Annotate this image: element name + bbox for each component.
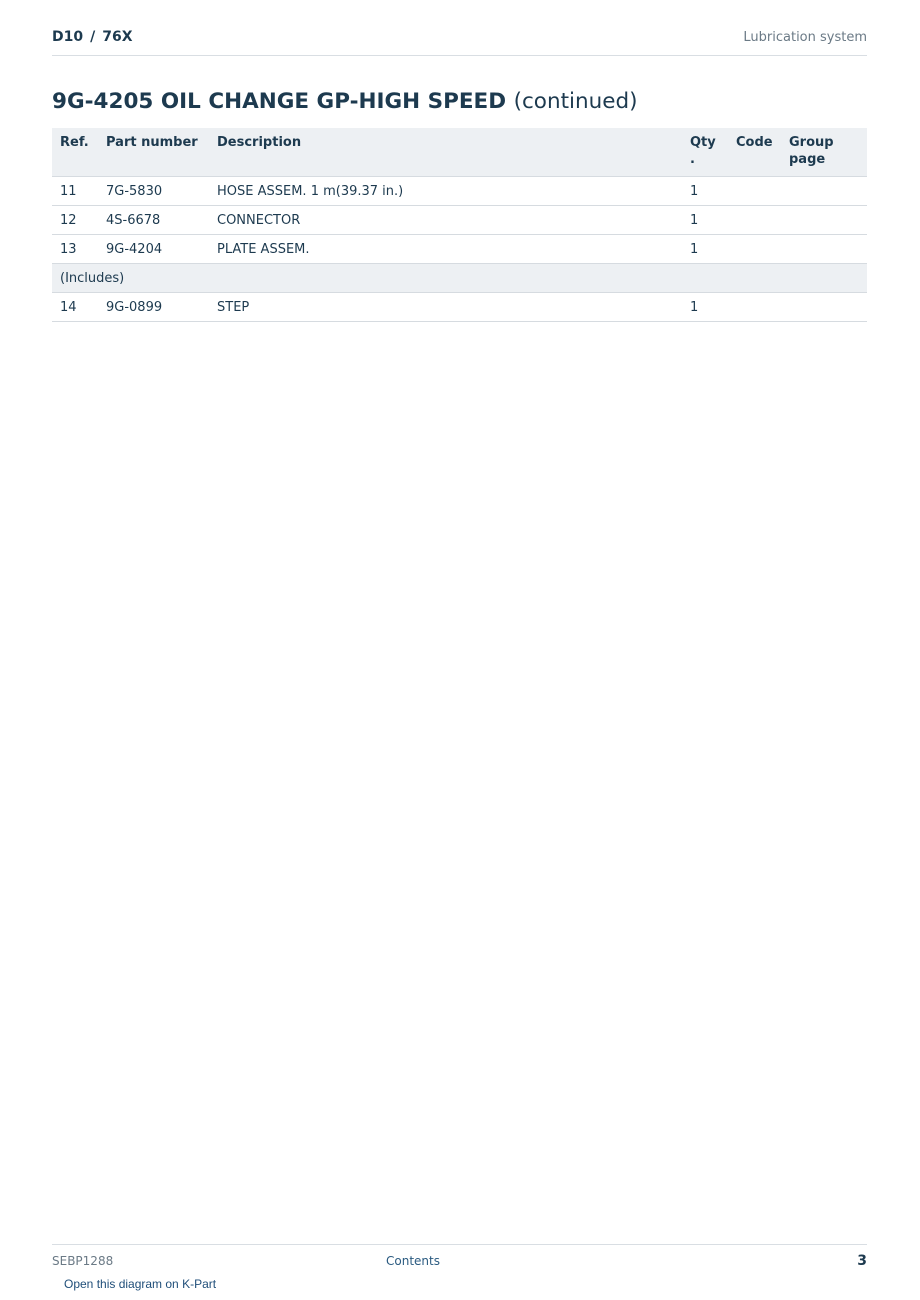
cell-qty: 1: [682, 177, 728, 206]
includes-note: (Includes): [52, 264, 867, 293]
table-row: [52, 293, 867, 322]
cell-description: STEP: [209, 293, 682, 322]
page-number: 3: [857, 1253, 867, 1269]
col-header-qty-cell: [682, 128, 728, 177]
cell-part-number: 9G-4204: [98, 235, 209, 264]
cell-group-page: [781, 206, 867, 235]
col-header-part-number: Part number: [98, 128, 209, 177]
cell-code: [728, 293, 781, 322]
page-header: [52, 28, 867, 56]
breadcrumb-separator: /: [90, 29, 96, 45]
cell-part-number: 4S-6678: [98, 206, 209, 235]
open-kpart-link[interactable]: Open this diagram on K-Part: [64, 1277, 217, 1291]
section-name: Lubrication system: [743, 30, 867, 45]
serial-prefix: 76X: [102, 29, 133, 45]
cell-code: [728, 206, 781, 235]
parts-table: [52, 128, 867, 322]
cell-ref: 13: [52, 235, 98, 264]
cell-description: PLATE ASSEM.: [209, 235, 682, 264]
cell-code: [728, 177, 781, 206]
document-id: SEBP1288: [52, 1254, 114, 1268]
cell-part-number: 7G-5830: [98, 177, 209, 206]
table-note-row: [52, 264, 867, 293]
cell-part-number: 9G-0899: [98, 293, 209, 322]
cell-description: CONNECTOR: [209, 206, 682, 235]
title-suffix: (continued): [513, 89, 638, 114]
col-header-group-page: Group page: [781, 128, 867, 177]
cell-qty: 1: [682, 206, 728, 235]
page-footer: [52, 1244, 867, 1269]
table-row: [52, 206, 867, 235]
model-breadcrumb: [52, 29, 133, 45]
page-title: [52, 89, 638, 114]
cell-qty: 1: [682, 293, 728, 322]
cell-group-page: [781, 293, 867, 322]
table-row: [52, 177, 867, 206]
cell-qty: 1: [682, 235, 728, 264]
cell-ref: 11: [52, 177, 98, 206]
col-header-code: Code: [728, 128, 781, 177]
cell-ref: 12: [52, 206, 98, 235]
cell-code: [728, 235, 781, 264]
cell-ref: 14: [52, 293, 98, 322]
cell-group-page: [781, 235, 867, 264]
model-name: D10: [52, 29, 84, 45]
table-header-row: [52, 128, 867, 177]
table-row: [52, 235, 867, 264]
col-header-ref: Ref.: [52, 128, 98, 177]
col-header-qty: Qty.: [690, 135, 716, 167]
cell-group-page: [781, 177, 867, 206]
cell-description: HOSE ASSEM. 1 m(39.37 in.): [209, 177, 682, 206]
col-header-description: Description: [209, 128, 682, 177]
title-main: 9G-4205 OIL CHANGE GP-HIGH SPEED: [52, 89, 507, 114]
contents-link[interactable]: Contents: [386, 1254, 440, 1268]
